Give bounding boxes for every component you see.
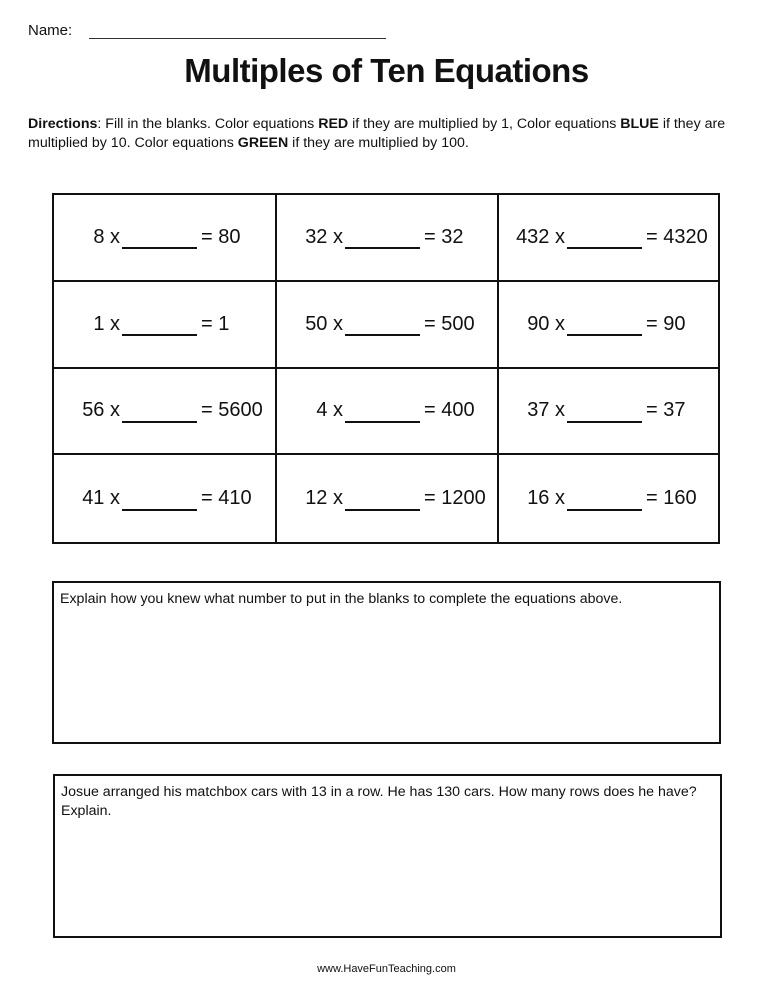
question-text: Explain how you knew what number to put in the blanks to complete the equations above. — [60, 591, 623, 607]
answer-blank[interactable] — [345, 487, 420, 511]
page-title: Multiples of Ten Equations — [184, 52, 589, 89]
equation-lhs: 12 x — [305, 487, 343, 510]
answer-blank[interactable] — [345, 225, 420, 249]
answer-blank[interactable] — [122, 487, 197, 511]
explain-answer-box[interactable] — [52, 581, 721, 744]
equation-cell — [54, 282, 277, 369]
directions-text: if they are multiplied by 1, Color equations — [348, 116, 621, 132]
answer-blank[interactable] — [567, 487, 642, 511]
directions-text: if they are multiplied by 100. — [288, 135, 469, 151]
directions-text: : Fill in the blanks. Color equations — [97, 116, 319, 132]
equations-grid — [52, 193, 720, 544]
equation-cell — [54, 369, 277, 456]
equation-cell — [499, 195, 718, 282]
equation-rhs: = 500 — [424, 312, 475, 335]
equation-rhs: = 80 — [201, 225, 241, 248]
equation-lhs: 4 x — [316, 399, 343, 422]
footer-url: www.HaveFunTeaching.com — [317, 963, 456, 975]
equation-cell — [277, 282, 499, 369]
equation-cell — [277, 455, 499, 542]
color-red: RED — [318, 116, 349, 132]
directions — [28, 115, 753, 153]
word-problem-answer-box[interactable] — [53, 774, 722, 938]
equation-lhs: 32 x — [305, 225, 343, 248]
equation-lhs: 90 x — [527, 312, 565, 335]
directions-text: if they are multiplied by 10. Color equations — [28, 116, 726, 151]
equation-lhs: 37 x — [527, 399, 565, 422]
equation-cell — [499, 455, 718, 542]
equation-rhs: = 32 — [424, 225, 464, 248]
answer-blank[interactable] — [122, 225, 197, 249]
color-blue: BLUE — [620, 116, 659, 132]
directions-label: Directions — [28, 116, 98, 132]
answer-blank[interactable] — [567, 312, 642, 336]
equation-rhs: = 1 — [201, 312, 230, 335]
equation-rhs: = 4320 — [646, 225, 708, 248]
answer-blank[interactable] — [122, 399, 197, 423]
equation-lhs: 432 x — [516, 225, 565, 248]
answer-blank[interactable] — [345, 399, 420, 423]
equation-rhs: = 1200 — [424, 487, 486, 510]
answer-blank[interactable] — [345, 312, 420, 336]
equation-rhs: = 37 — [646, 399, 686, 422]
equation-rhs: = 160 — [646, 487, 697, 510]
name-label: Name: — [28, 22, 73, 39]
equation-cell — [499, 369, 718, 456]
name-field[interactable] — [89, 38, 386, 39]
equation-cell — [499, 282, 718, 369]
equation-lhs: 56 x — [82, 399, 120, 422]
equation-cell — [54, 455, 277, 542]
equation-lhs: 8 x — [93, 225, 120, 248]
color-green: GREEN — [237, 135, 289, 151]
equation-rhs: = 400 — [424, 399, 475, 422]
answer-blank[interactable] — [567, 399, 642, 423]
equation-cell — [277, 195, 499, 282]
equation-cell — [54, 195, 277, 282]
equation-rhs: = 90 — [646, 312, 686, 335]
equation-rhs: = 5600 — [201, 399, 263, 422]
question-text: Josue arranged his matchbox cars with 13 in a row. He has 130 cars. How many rows does he have? Explain. — [61, 784, 697, 819]
equation-rhs: = 410 — [201, 487, 252, 510]
equation-lhs: 1 x — [93, 312, 120, 335]
equation-cell — [277, 369, 499, 456]
equation-lhs: 50 x — [305, 312, 343, 335]
answer-blank[interactable] — [122, 312, 197, 336]
equation-lhs: 16 x — [527, 487, 565, 510]
equation-lhs: 41 x — [82, 487, 120, 510]
answer-blank[interactable] — [567, 225, 642, 249]
